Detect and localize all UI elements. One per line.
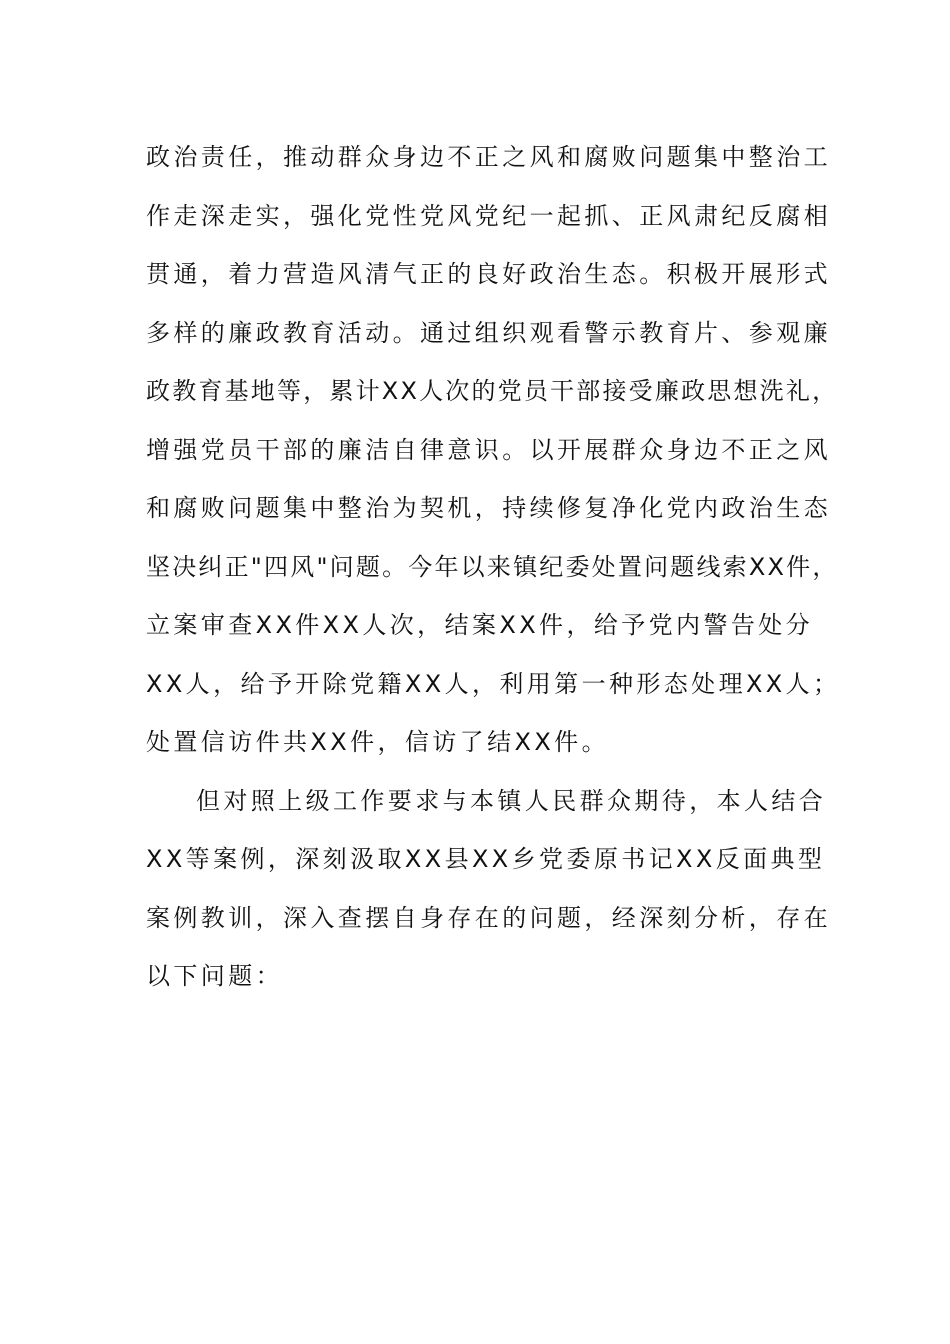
text-line-11: 处置信访件共XX件，信访了结XX件。 — [146, 728, 609, 756]
text-line-3: 贯通，着力营造风清气正的良好政治生态。积极开展形式 — [146, 260, 831, 288]
document-body — [146, 128, 841, 1006]
text-line-1: 政治责任，推动群众身边不正之风和腐败问题集中整治工 — [146, 143, 831, 171]
text-line-9: 立案审查XX件XX人次，结案XX件，给予党内警告处分 — [146, 611, 814, 639]
text-line-4: 多样的廉政教育活动。通过组织观看警示教育片、参观廉 — [146, 318, 831, 347]
text-line-14: 案例教训，深入查摆自身存在的问题，经深刻分析，存在 — [146, 903, 831, 932]
text-line-2: 作走深走实，强化党性党风党纪一起抓、正风肃纪反腐相 — [146, 201, 831, 230]
text-line-7: 和腐败问题集中整治为契机，持续修复净化党内政治生态 — [146, 494, 831, 522]
text-line-10: XX人，给予开除党籍XX人，利用第一种形态处理XX人； — [146, 669, 841, 698]
text-line-8: 坚决纠正"四风"问题。今年以来镇纪委处置问题线索XX件， — [146, 552, 839, 581]
text-line-15: 以下问题： — [146, 962, 283, 990]
text-line-5: 政教育基地等，累计XX人次的党员干部接受廉政思想洗礼， — [146, 377, 839, 405]
text-line-6: 增强党员干部的廉洁自律意识。以开展群众身边不正之风 — [146, 435, 831, 464]
text-line-13: XX等案例，深刻汲取XX县XX乡党委原书记XX反面典型 — [146, 845, 826, 873]
paragraph-2-first-line: 但对照上级工作要求与本镇人民群众期待，本人结合 — [196, 786, 827, 815]
